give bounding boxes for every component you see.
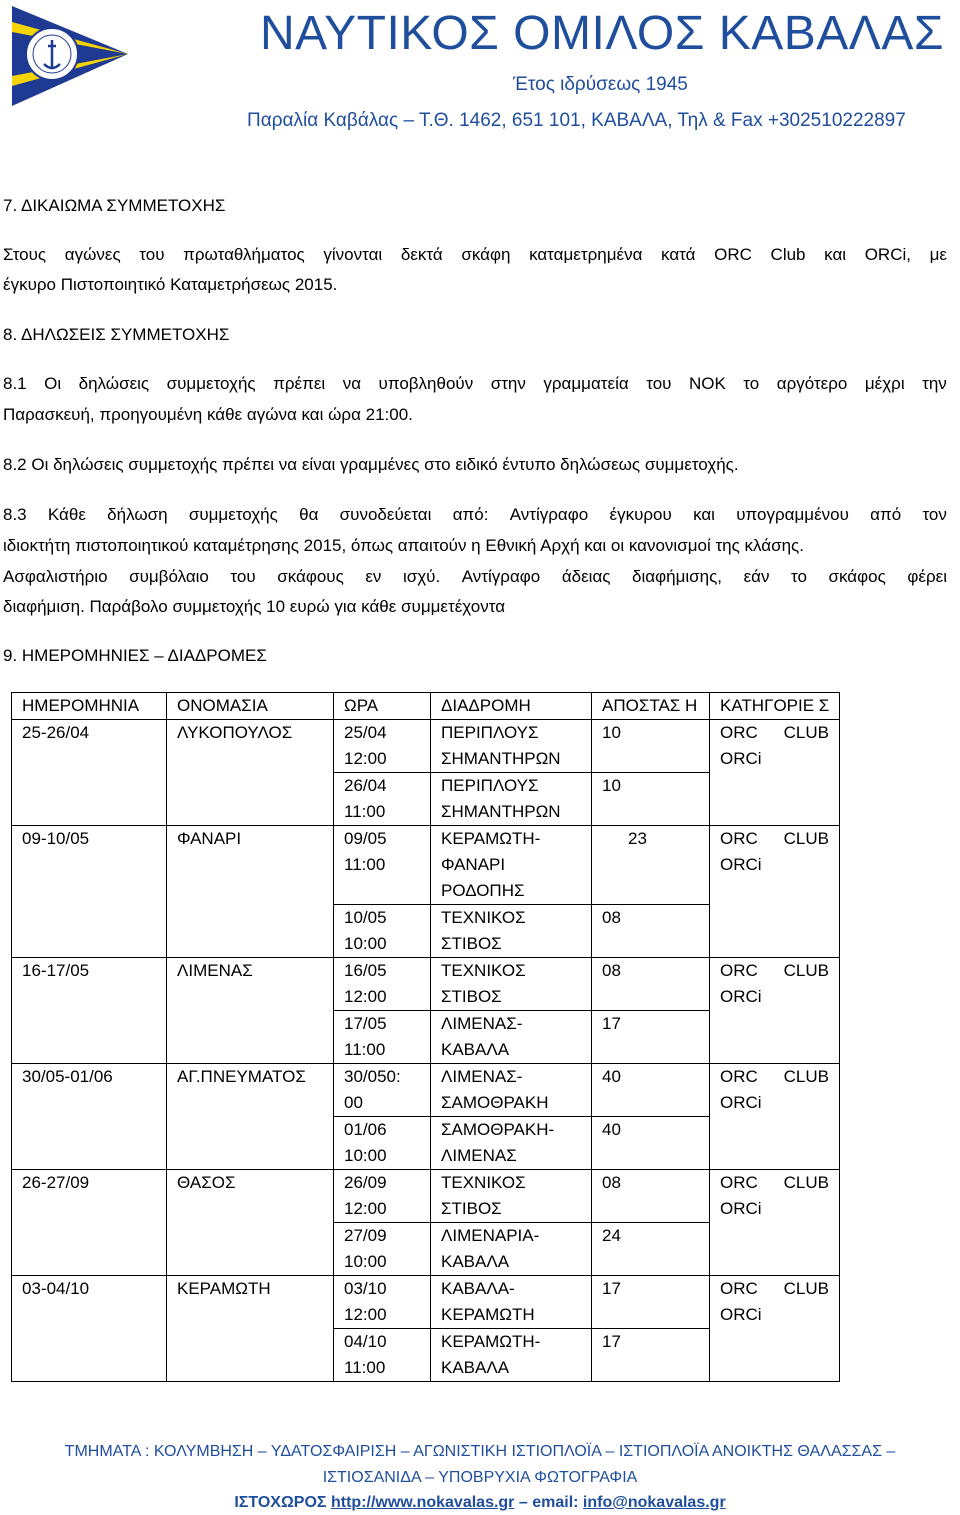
word: του — [230, 567, 256, 586]
word: με — [929, 245, 947, 264]
cell-dist: 17 — [592, 1011, 710, 1064]
word: την — [922, 374, 947, 393]
word: από: — [452, 505, 489, 524]
cell-route: ΣΑΜΟΘΡΑΚΗ- ΛΙΜΕΝΑΣ — [431, 1117, 592, 1170]
cell-time: 30/050: 00 — [334, 1064, 431, 1117]
category-orci: ORCi — [720, 1305, 762, 1324]
category-orci: ORCi — [720, 855, 762, 874]
footer-departments-cont: ΙΣΤΙΟΣΑΝΙΔΑ – ΥΠΟΒΡΥΧΙΑ ΦΩΤΟΓΡΑΦΙΑ — [322, 1469, 638, 1486]
cell-time: 27/09 10:00 — [334, 1223, 431, 1276]
table-row — [12, 1223, 840, 1276]
word: μέχρι — [864, 374, 905, 393]
category-line — [720, 1170, 839, 1196]
word: φέρει — [907, 567, 947, 586]
cell-name: ΚΕΡΑΜΩΤΗ — [167, 1276, 334, 1329]
category-orci: ORCi — [720, 987, 762, 1006]
category-club: CLUB — [783, 1173, 829, 1192]
cell-dist: 08 — [592, 905, 710, 958]
category-line — [720, 1064, 839, 1090]
cell-dist: 40 — [592, 1064, 710, 1117]
header-route: ΔΙΑΔΡΟΜΗ — [431, 693, 592, 720]
word: Αντίγραφο — [509, 505, 589, 524]
word: υποβληθούν — [378, 374, 474, 393]
category-class: ORC — [720, 723, 758, 742]
cell-category — [710, 720, 840, 773]
word: συμμετοχής — [188, 505, 278, 524]
table-header-row — [12, 693, 840, 720]
category-line — [720, 826, 839, 852]
word: ισχύ. — [402, 567, 441, 586]
cell-time: 26/04 11:00 — [334, 773, 431, 826]
word: του — [139, 245, 165, 264]
footer-sep: – — [518, 1494, 528, 1511]
word: το — [743, 374, 760, 393]
word: 8.3 — [3, 505, 27, 524]
table-row — [12, 1011, 840, 1064]
word: να — [342, 374, 362, 393]
word: κατά — [661, 245, 696, 264]
table-row — [12, 1276, 840, 1329]
word: από — [870, 505, 902, 524]
word: συμμετοχής — [166, 374, 256, 393]
cell-category — [710, 826, 840, 905]
cell-category — [710, 1117, 840, 1170]
header-distance: ΑΠΟΣΤΑΣ Η — [592, 693, 710, 720]
word: Στους — [3, 245, 47, 264]
cell-route: ΛΙΜΕΝΑΡΙΑ- ΚΑΒΑΛΑ — [431, 1223, 592, 1276]
word: Κάθε — [47, 505, 86, 524]
cell-route: ΛΙΜΕΝΑΣ- ΚΑΒΑΛΑ — [431, 1011, 592, 1064]
word: δηλώσεις — [78, 374, 150, 393]
cell-date — [12, 1117, 167, 1170]
footer-email-label: email: — [532, 1494, 579, 1511]
cell-date: 26-27/09 — [12, 1170, 167, 1223]
cell-date — [12, 773, 167, 826]
cell-dist: 40 — [592, 1117, 710, 1170]
race-schedule-table — [11, 692, 840, 1382]
cell-category — [710, 773, 840, 826]
cell-dist: 10 — [592, 773, 710, 826]
cell-category — [710, 1329, 840, 1382]
cell-time: 09/05 11:00 — [334, 826, 431, 905]
cell-dist: 23 — [592, 826, 710, 905]
cell-route: ΚΕΡΑΜΩΤΗ- ΦΑΝΑΡΙ ΡΟΔΟΠΗΣ — [431, 826, 592, 905]
footer-departments: ΤΜΗΜΑΤΑ : ΚΟΛΥΜΒΗΣΗ – ΥΔΑΤΟΣΦΑΙΡΙΣΗ – ΑΓΩΝΙΣΤΙΚΗ ΙΣΤΙΟΠΛΟΪΑ – ΙΣΤΙΟΠΛΟΪΑ ΑΝΟΙΚΤΗΣ ΘΑΛΑΣΣΑΣ – — [64, 1443, 896, 1460]
cell-date — [12, 1223, 167, 1276]
word: έγκυρου — [609, 505, 672, 524]
word: σκάφους — [277, 567, 344, 586]
cell-date: 30/05-01/06 — [12, 1064, 167, 1117]
cell-date: 16-17/05 — [12, 958, 167, 1011]
word: ΝΟΚ — [688, 374, 726, 393]
table-row — [12, 1064, 840, 1117]
section-8-3-line-2: ιδιοκτήτη πιστοποιητικού καταμέτρησης 2015, όπως απαιτούν η Εθνική Αρχή και οι κανονισμοί της κλάσης. — [3, 536, 804, 555]
section-7-line-1 — [3, 245, 947, 265]
word: Ασφαλιστήριο — [3, 567, 108, 586]
cell-route: ΠΕΡΙΠΛΟΥΣ ΣΗΜΑΝΤΗΡΩΝ — [431, 773, 592, 826]
header-name: ΟΝΟΜΑΣΙΑ — [167, 693, 334, 720]
cell-time: 01/06 10:00 — [334, 1117, 431, 1170]
table-row — [12, 1170, 840, 1223]
cell-name: ΛΥΚΟΠΟΥΛΟΣ — [167, 720, 334, 773]
cell-date: 09-10/05 — [12, 826, 167, 905]
cell-dist: 10 — [592, 720, 710, 773]
word: και — [693, 505, 715, 524]
word: ORCi, — [864, 245, 911, 264]
cell-time: 26/09 12:00 — [334, 1170, 431, 1223]
section-8-2: 8.2 Οι δηλώσεις συμμετοχής πρέπει να είναι γραμμένες στο ειδικό έντυπο δηλώσεως συμμετοχής. — [3, 455, 739, 474]
word: θα — [299, 505, 319, 524]
section-8-heading: 8. ΔΗΛΩΣΕΙΣ ΣΥΜΜΕΤΟΧΗΣ — [3, 325, 230, 344]
word: Οι — [44, 374, 62, 393]
cell-route: ΠΕΡΙΠΛΟΥΣ ΣΗΜΑΝΤΗΡΩΝ — [431, 720, 592, 773]
cell-dist: 08 — [592, 1170, 710, 1223]
word: σκάφη — [461, 245, 511, 264]
cell-category — [710, 958, 840, 1011]
category-club: CLUB — [783, 961, 829, 980]
word: τον — [922, 505, 947, 524]
category-class: ORC — [720, 1067, 758, 1086]
table-row — [12, 826, 840, 905]
footer-site-label: ΙΣΤΟΧΩΡΟΣ — [234, 1494, 327, 1511]
cell-route: ΛΙΜΕΝΑΣ- ΣΑΜΟΘΡΑΚΗ — [431, 1064, 592, 1117]
section-8-3-line-3 — [3, 567, 947, 587]
cell-date: 03-04/10 — [12, 1276, 167, 1329]
word: ORC — [714, 245, 752, 264]
word: γίνονται — [323, 245, 383, 264]
club-address: Παραλία Καβάλας – Τ.Θ. 1462, 651 101, ΚΑΒΑΛΑ, Τηλ & Fax +302510222897 — [247, 110, 906, 131]
table-row — [12, 958, 840, 1011]
word: 8.1 — [3, 374, 27, 393]
cell-dist: 17 — [592, 1276, 710, 1329]
category-orci: ORCi — [720, 1093, 762, 1112]
cell-name — [167, 773, 334, 826]
cell-route: ΚΕΡΑΜΩΤΗ- ΚΑΒΑΛΑ — [431, 1329, 592, 1382]
section-8-1-line-2: Παρασκευή, προηγουμένη κάθε αγώνα και ώρα 21:00. — [3, 405, 413, 424]
category-line — [720, 958, 839, 984]
word: Αντίγραφο — [461, 567, 541, 586]
category-orci: ORCi — [720, 1199, 762, 1218]
cell-name — [167, 1223, 334, 1276]
word: εάν — [743, 567, 770, 586]
word: πρέπει — [273, 374, 326, 393]
cell-time: 16/05 12:00 — [334, 958, 431, 1011]
category-class: ORC — [720, 1173, 758, 1192]
category-line — [720, 720, 839, 746]
cell-name — [167, 905, 334, 958]
category-orci: ORCi — [720, 749, 762, 768]
word: του — [646, 374, 672, 393]
table-row — [12, 773, 840, 826]
word: καταμετρημένα — [529, 245, 643, 264]
category-club: CLUB — [783, 829, 829, 848]
word: άδειας — [561, 567, 611, 586]
category-class: ORC — [720, 961, 758, 980]
cell-name: ΘΑΣΟΣ — [167, 1170, 334, 1223]
word: πρωταθλήματος — [183, 245, 305, 264]
cell-dist: 17 — [592, 1329, 710, 1382]
cell-category — [710, 1276, 840, 1329]
word: και — [824, 245, 847, 264]
category-club: CLUB — [783, 1279, 829, 1298]
table-row — [12, 905, 840, 958]
word: σκάφος — [828, 567, 886, 586]
section-8-3-line-4: διαφήμιση. Παράβολο συμμετοχής 10 ευρώ για κάθε συμμετέχοντα — [3, 597, 506, 616]
word: εν — [365, 567, 382, 586]
category-club: CLUB — [783, 1067, 829, 1086]
cell-name — [167, 1329, 334, 1382]
footer-contact — [0, 1491, 960, 1515]
word: συμβόλαιο — [129, 567, 209, 586]
word: στην — [490, 374, 526, 393]
word: υπογραμμένου — [736, 505, 849, 524]
word: αγώνες — [64, 245, 121, 264]
cell-time: 03/10 12:00 — [334, 1276, 431, 1329]
word: δήλωση — [107, 505, 168, 524]
category-class: ORC — [720, 829, 758, 848]
section-7-heading: 7. ΔΙΚΑΙΩΜΑ ΣΥΜΜΕΤΟΧΗΣ — [3, 196, 226, 215]
cell-name — [167, 1117, 334, 1170]
cell-route: ΤΕΧΝΙΚΟΣ ΣΤΙΒΟΣ — [431, 958, 592, 1011]
header-time: ΩΡΑ — [334, 693, 431, 720]
header-category: ΚΑΤΗΓΟΡΙΕ Σ — [710, 693, 840, 720]
category-club: CLUB — [783, 723, 829, 742]
cell-category — [710, 1064, 840, 1117]
cell-name: ΛΙΜΕΝΑΣ — [167, 958, 334, 1011]
cell-date — [12, 1329, 167, 1382]
word: συνοδεύεται — [339, 505, 432, 524]
cell-name: ΦΑΝΑΡΙ — [167, 826, 334, 905]
word: δεκτά — [400, 245, 443, 264]
cell-dist: 08 — [592, 958, 710, 1011]
section-8-1-line-1 — [3, 374, 947, 394]
category-class: ORC — [720, 1279, 758, 1298]
cell-dist: 24 — [592, 1223, 710, 1276]
cell-category — [710, 1170, 840, 1223]
founded-year: Έτος ιδρύσεως 1945 — [513, 74, 688, 95]
cell-date — [12, 905, 167, 958]
word: Club — [770, 245, 806, 264]
club-name: ΝΑΥΤΙΚΟΣ ΟΜΙΛΟΣ ΚΑΒΑΛΑΣ — [260, 7, 945, 60]
section-7-line-2: έγκυρο Πιστοποιητικό Καταμετρήσεως 2015. — [3, 275, 338, 294]
club-pennant-logo — [8, 2, 132, 110]
section-8-3-line-1 — [3, 505, 947, 525]
cell-time: 10/05 10:00 — [334, 905, 431, 958]
cell-route: ΚΑΒΑΛΑ- ΚΕΡΑΜΩΤΗ — [431, 1276, 592, 1329]
cell-category — [710, 1011, 840, 1064]
word: διαφήμισης, — [632, 567, 723, 586]
cell-name — [167, 1011, 334, 1064]
category-line — [720, 1276, 839, 1302]
cell-name: ΑΓ.ΠΝΕΥΜΑΤΟΣ — [167, 1064, 334, 1117]
cell-time: 17/05 11:00 — [334, 1011, 431, 1064]
table-row — [12, 720, 840, 773]
cell-category — [710, 1223, 840, 1276]
cell-route: ΤΕΧΝΙΚΟΣ ΣΤΙΒΟΣ — [431, 1170, 592, 1223]
section-9-heading: 9. ΗΜΕΡΟΜΗΝΙΕΣ – ΔΙΑΔΡΟΜΕΣ — [3, 646, 267, 665]
word: γραμματεία — [543, 374, 629, 393]
word: το — [791, 567, 807, 586]
header-date: ΗΜΕΡΟΜΗΝΙΑ — [12, 693, 167, 720]
cell-route: ΤΕΧΝΙΚΟΣ ΣΤΙΒΟΣ — [431, 905, 592, 958]
word: αργότερο — [776, 374, 848, 393]
website-link[interactable]: http://www.nokavalas.gr — [330, 1494, 515, 1511]
table-row — [12, 1117, 840, 1170]
cell-date — [12, 1011, 167, 1064]
cell-category — [710, 905, 840, 958]
cell-date: 25-26/04 — [12, 720, 167, 773]
table-row — [12, 1329, 840, 1382]
cell-time: 25/04 12:00 — [334, 720, 431, 773]
cell-time: 04/10 11:00 — [334, 1329, 431, 1382]
email-link[interactable]: info@nokavalas.gr — [582, 1494, 726, 1511]
